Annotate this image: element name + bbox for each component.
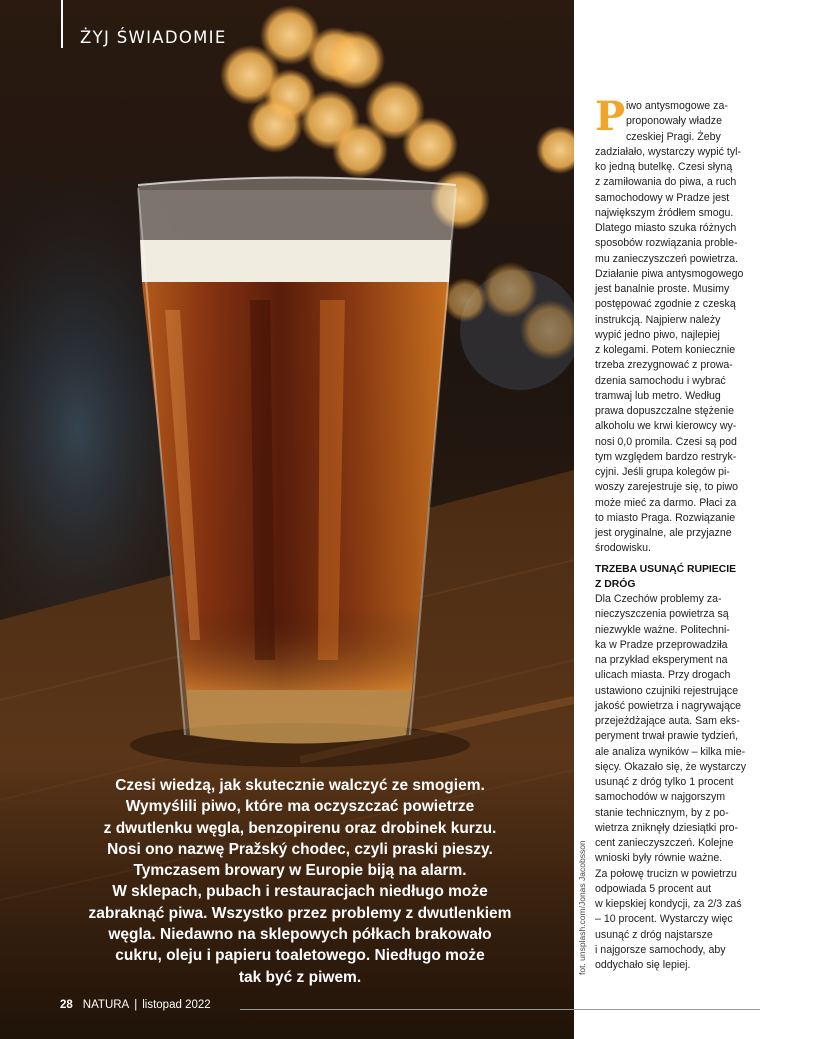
text-line: mu zanieczyszczeń powietrza. [595, 252, 739, 265]
lead-line: tak być z piwem. [238, 968, 362, 986]
text-line: tramwaj lub metro. Według [595, 389, 721, 402]
text-line: ka w Pradze przeprowadziła [595, 638, 728, 651]
text-line: Dlatego miasto szuka różnych [595, 222, 737, 234]
lead-line: cukru, oleju i papieru toaletowego. Niedługo może [115, 947, 485, 965]
text-line: ustawiono czujniki rejestrujące [595, 684, 739, 697]
page-footer [60, 999, 211, 1011]
text-line: Dla Czechów problemy za- [595, 593, 722, 605]
lead-line: Czesi wiedzą, jak skutecznie walczyć ze smogiem. [115, 777, 485, 794]
text-line: usunąć z dróg najstarsze [595, 928, 713, 941]
lead-paragraph [60, 775, 540, 988]
text-line: ale analiza wyników – kilka mie- [595, 745, 746, 758]
article-subheading [595, 562, 770, 593]
lead-line: zabraknąć piwa. Wszystko przez problemy z dwutlenkiem [88, 904, 512, 922]
text-line: zadziałało, wystarczy wypić tyl- [595, 145, 741, 158]
lead-line: z dwutlenku węgla, benzopirenu oraz drobinek kurzu. [103, 819, 497, 837]
text-line: Działanie piwa antysmogowego [595, 267, 744, 280]
text-line: na przykład eksperyment na [595, 654, 728, 666]
article-section-2 [595, 592, 770, 973]
footer-separator: | [134, 999, 138, 1011]
text-line: przejeżdżające auta. Sam eks- [595, 715, 740, 727]
photo-credit: fot. unsplash.com/Jonas Jacobsson [577, 840, 587, 975]
text-line: wypić jedno piwo, najlepiej [595, 328, 720, 341]
text-line: z zamiłowania do piwa, a ruch [595, 176, 737, 189]
text-line: sięcy. Okazało się, że wystarczy [595, 760, 747, 773]
text-line: wnioski były równie ważne. [595, 852, 723, 865]
text-line: środowisku. [595, 542, 651, 555]
text-line: Za połowę trucizn w powietrzu [595, 867, 737, 880]
section-divider [61, 0, 63, 48]
text-line: iwo antysmogowe za- [626, 100, 728, 112]
text-line: czeskiej Pragi. Żeby [626, 130, 721, 143]
lead-line: węgla. Niedawno na sklepowych półkach brakowało [108, 926, 492, 944]
text-line: dzenia samochodu i wybrać [595, 374, 726, 387]
text-line: jest oryginalne, ale przyjazne [595, 527, 732, 539]
subheading-line: TRZEBA USUNĄĆ RUPIECIE [595, 563, 737, 575]
text-line: jest banalnie proste. Musimy [595, 283, 730, 295]
text-line: wietrza zniknęły dziesiątki pro- [595, 821, 739, 834]
text-line: z kolegami. Potem koniecznie [595, 344, 736, 356]
text-line: największym źródłem smogu. [595, 206, 734, 219]
text-line: jakość powietrza i nagrywające [595, 699, 742, 712]
magazine-name: NATURA [82, 999, 130, 1011]
text-line: – 10 procent. Wystarczy więc [595, 913, 733, 926]
text-line: nosi 0,0 promila. Czesi są pod [595, 435, 737, 448]
section-title: ŻYJ ŚWIADOMIE [80, 28, 227, 47]
lead-line: Nosi ono nazwę Pražský chodec, czyli praski pieszy. [107, 840, 493, 858]
text-line: prawa dopuszczalne stężenie [595, 405, 734, 417]
text-line: usunąć z dróg tylko 1 procent [595, 776, 734, 788]
text-line: peryment trwał prawie tydzień, [595, 730, 739, 743]
lead-line: Tymczasem browary w Europie biją na alarm. [133, 862, 467, 880]
text-line: ko jedną butelkę. Czesi słyną [595, 161, 733, 173]
text-line: postępować zgodnie z czeską [595, 298, 736, 311]
issue-date: listopad 2022 [142, 999, 211, 1011]
text-line: sposobów rozwiązania proble- [595, 237, 738, 250]
text-line: alkoholu we krwi kierowcy wy- [595, 420, 737, 433]
text-line: w kiepskiej kondycji, za 2/3 zaś [595, 898, 742, 910]
lead-line: Wymyślili piwo, które ma oczyszczać powietrze [125, 798, 475, 816]
text-line: i najgorsze samochody, aby [595, 943, 726, 956]
text-line: woszy zarejestruje się, to piwo [595, 481, 739, 494]
text-line: nieczyszczenia powietrza są [595, 608, 729, 621]
text-line: stanie technicznym, by z po- [595, 806, 729, 819]
text-line: samochodów w najgorszym [595, 791, 726, 804]
subheading-line: Z DRÓG [595, 578, 636, 590]
text-line: cyjni. Jeśli grupa kolegów pi- [595, 466, 730, 478]
text-line: trzeba zrezygnować z prowa- [595, 359, 733, 372]
text-line: tym względem bardzo restryk- [595, 450, 737, 463]
text-line: może mieć za darmo. Płaci za [595, 496, 737, 509]
drop-cap: P [595, 93, 626, 140]
text-line: odpowiada 5 procent aut [595, 882, 712, 895]
text-line: instrukcją. Najpierw należy [595, 313, 721, 326]
article-column [595, 93, 770, 973]
text-line: cent zanieczyszczeń. Kolejne [595, 837, 734, 849]
lead-line: W sklepach, pubach i restauracjach niedługo może [112, 883, 488, 901]
text-line: samochodowy w Pradze jest [595, 191, 730, 204]
text-line: niezwykle ważne. Politechni- [595, 623, 730, 636]
footer-rule [240, 1009, 760, 1010]
text-line: proponowały władze [626, 115, 722, 128]
text-line: to miasto Praga. Rozwiązanie [595, 511, 736, 524]
page-number: 28 [60, 999, 73, 1011]
text-line: oddychało się lepiej. [595, 959, 691, 971]
article-intro [595, 93, 770, 557]
text-line: ulicach miasta. Przy drogach [595, 669, 731, 682]
